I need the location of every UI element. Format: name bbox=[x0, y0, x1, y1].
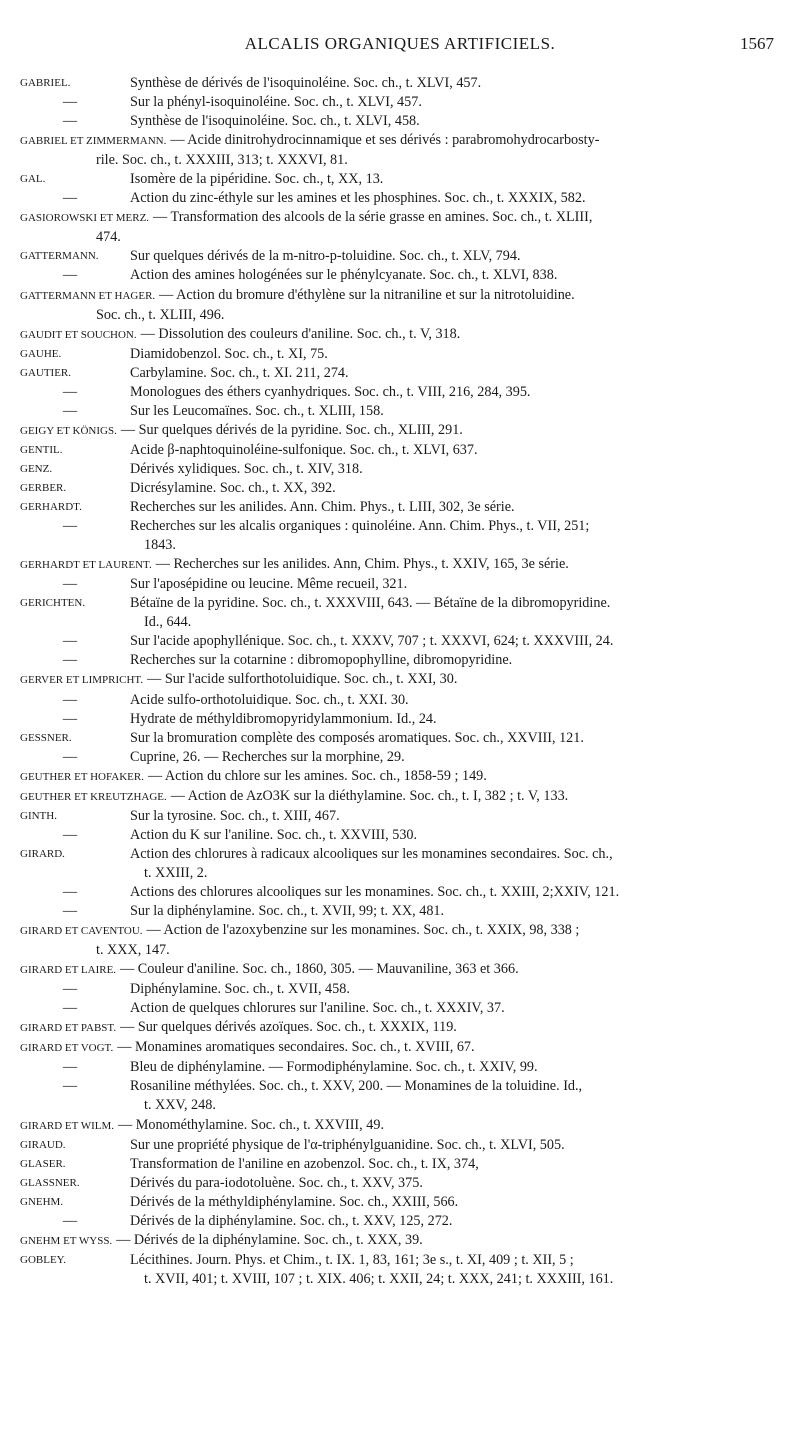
entry-text: Acide sulfo-orthotoluidique. Soc. ch., t. XXI. 30. bbox=[130, 691, 409, 708]
bibliography-entry bbox=[20, 787, 782, 807]
entry-text: Isomère de la pipéridine. Soc. ch., t, XX, 13. bbox=[130, 171, 384, 188]
entry-author: GNEHM. bbox=[20, 1195, 64, 1208]
bibliography-entry bbox=[20, 1116, 782, 1136]
entry-author: GLASER. bbox=[20, 1157, 66, 1170]
bibliography-entry bbox=[20, 383, 782, 402]
bibliography-entry bbox=[20, 1038, 782, 1058]
bibliography-list bbox=[20, 74, 782, 1289]
entry-text: — Action du chlore sur les amines. Soc. ch., 1858-59 ; 149. bbox=[147, 767, 487, 784]
entry-author: GERHARDT. bbox=[20, 501, 82, 514]
entry-text: Action des chlorures à radicaux alcooliques sur les monamines secondaires. Soc. ch., bbox=[130, 845, 613, 862]
entry-text: Dérivés de la diphénylamine. Soc. ch., t. XXV, 125, 272. bbox=[130, 1212, 453, 1229]
entry-text-continuation: t. XVII, 401; t. XVIII, 107 ; t. XIX. 406; t. XXII, 24; t. XXX, 241; t. XXXIII, 161. bbox=[144, 1270, 614, 1287]
bibliography-entry bbox=[20, 345, 782, 364]
bibliography-entry bbox=[20, 325, 782, 345]
bibliography-entry bbox=[20, 421, 782, 441]
bibliography-entry bbox=[20, 999, 782, 1018]
entry-text: Recherches sur la cotarnine : dibromopophylline, dibromopyridine. bbox=[130, 652, 513, 669]
ditto-dash: — bbox=[62, 1078, 78, 1095]
entry-author: GAL. bbox=[20, 173, 46, 186]
entry-text-continuation: Soc. ch., t. XLIII, 496. bbox=[96, 306, 225, 323]
entry-author: GATTERMANN ET HAGER. bbox=[20, 289, 156, 302]
entry-text: Diamidobenzol. Soc. ch., t. XI, 75. bbox=[130, 345, 328, 362]
entry-text-continuation: Id., 644. bbox=[144, 614, 192, 631]
bibliography-entry bbox=[20, 670, 782, 690]
bibliography-entry bbox=[20, 364, 782, 383]
entry-text: Sur l'aposépidine ou leucine. Même recueil, 321. bbox=[130, 576, 408, 593]
entry-text: — Action du bromure d'éthylène sur la nitraniline et sur la nitrotoluidine. bbox=[159, 286, 575, 303]
bibliography-entry bbox=[20, 594, 782, 632]
bibliography-entry bbox=[20, 1251, 782, 1289]
entry-text: Carbylamine. Soc. ch., t. XI. 211, 274. bbox=[130, 364, 349, 381]
ditto-dash: — bbox=[62, 1059, 78, 1076]
entry-author: GERHARDT ET LAURENT. bbox=[20, 559, 152, 572]
entry-text-continuation: 474. bbox=[96, 229, 121, 246]
bibliography-entry bbox=[20, 845, 782, 883]
bibliography-entry bbox=[20, 1077, 782, 1115]
bibliography-entry bbox=[20, 93, 782, 112]
entry-text: Acide β-naphtoquinoléine-sulfonique. Soc. ch., t. XLVI, 637. bbox=[130, 441, 478, 458]
ditto-dash: — bbox=[62, 383, 78, 400]
bibliography-entry bbox=[20, 710, 782, 729]
entry-text: Synthèse de dérivés de l'isoquinoléine. Soc. ch., t. XLVI, 457. bbox=[130, 75, 482, 91]
bibliography-entry bbox=[20, 1231, 782, 1251]
bibliography-entry bbox=[20, 921, 782, 960]
page-header bbox=[0, 34, 800, 60]
entry-author: GIRARD ET PABST. bbox=[20, 1022, 117, 1035]
entry-text: — Sur quelques dérivés azoïques. Soc. ch., t. XXXIX, 119. bbox=[120, 1019, 457, 1036]
bibliography-entry bbox=[20, 767, 782, 787]
bibliography-entry bbox=[20, 748, 782, 767]
entry-author: GERICHTEN. bbox=[20, 597, 86, 610]
entry-text: Diphénylamine. Soc. ch., t. XVII, 458. bbox=[130, 981, 350, 998]
bibliography-entry bbox=[20, 902, 782, 921]
entry-text: — Action de AzO3K sur la diéthylamine. Soc. ch., t. I, 382 ; t. V, 133. bbox=[170, 787, 569, 804]
entry-author: GIRARD ET VOGT. bbox=[20, 1042, 114, 1055]
entry-author: GENTIL. bbox=[20, 443, 63, 456]
bibliography-entry bbox=[20, 479, 782, 498]
bibliography-entry bbox=[20, 1058, 782, 1077]
entry-author: GEUTHER ET KREUTZHAGE. bbox=[20, 790, 167, 803]
entry-text: — Monamines aromatiques secondaires. Soc. ch., t. XVIII, 67. bbox=[117, 1039, 475, 1056]
entry-author: GIRARD ET WILM. bbox=[20, 1119, 115, 1132]
ditto-dash: — bbox=[62, 1212, 78, 1229]
entry-text: Dicrésylamine. Soc. ch., t. XX, 392. bbox=[130, 479, 336, 496]
bibliography-entry bbox=[20, 1136, 782, 1155]
entry-text: Rosaniline méthylées. Soc. ch., t. XXV, 200. — Monamines de la toluidine. Id., bbox=[130, 1078, 583, 1095]
running-title: ALCALIS ORGANIQUES ARTIFICIELS. bbox=[244, 34, 556, 53]
entry-text: Synthèse de l'isoquinoléine. Soc. ch., t. XLVI, 458. bbox=[130, 113, 420, 130]
ditto-dash: — bbox=[62, 402, 78, 419]
bibliography-entry bbox=[20, 691, 782, 710]
entry-text: Sur quelques dérivés de la m-nitro-p-toluidine. Soc. ch., t. XLV, 794. bbox=[130, 248, 521, 265]
entry-author: GIRAUD. bbox=[20, 1138, 66, 1151]
ditto-dash: — bbox=[62, 981, 78, 998]
ditto-dash: — bbox=[62, 652, 78, 669]
entry-author: GAUTIER. bbox=[20, 366, 72, 379]
ditto-dash: — bbox=[62, 190, 78, 207]
entry-text: Recherches sur les anilides. Ann. Chim. Phys., t. LIII, 302, 3e série. bbox=[130, 499, 515, 516]
entry-text: Sur l'acide apophyllénique. Soc. ch., t. XXXV, 707 ; t. XXXVI, 624; t. XXXVIII, 24. bbox=[130, 633, 614, 650]
entry-author: GNEHM ET WYSS. bbox=[20, 1234, 113, 1247]
bibliography-entry bbox=[20, 1212, 782, 1231]
entry-author: GIRARD ET CAVENTOU. bbox=[20, 925, 143, 938]
entry-text: Sur la bromuration complète des composés aromatiques. Soc. ch., XXVIII, 121. bbox=[130, 729, 584, 746]
ditto-dash: — bbox=[62, 633, 78, 650]
ditto-dash: — bbox=[62, 267, 78, 284]
entry-author: GABRIEL. bbox=[20, 77, 71, 89]
entry-text: Action des amines hologénées sur le phénylcyanate. Soc. ch., t. XLVI, 838. bbox=[130, 267, 558, 284]
entry-text-continuation: t. XXV, 248. bbox=[144, 1097, 216, 1114]
entry-text: — Action de l'azoxybenzine sur les monamines. Soc. ch., t. XXIX, 98, 338 ; bbox=[146, 922, 580, 939]
entry-author: GATTERMANN. bbox=[20, 250, 99, 263]
page-number: 1567 bbox=[740, 34, 774, 53]
entry-text: Hydrate de méthyldibromopyridylammonium. Id., 24. bbox=[130, 710, 437, 727]
entry-author: GASIOROWSKI ET MERZ. bbox=[20, 212, 150, 225]
bibliography-entry bbox=[20, 632, 782, 651]
bibliography-entry bbox=[20, 247, 782, 266]
entry-text: — Dérivés de la diphénylamine. Soc. ch., t. XXX, 39. bbox=[116, 1231, 423, 1248]
entry-author: GERBER. bbox=[20, 481, 67, 494]
ditto-dash: — bbox=[62, 903, 78, 920]
entry-author: GEUTHER ET HOFAKER. bbox=[20, 770, 144, 783]
bibliography-entry bbox=[20, 960, 782, 980]
entry-author: GABRIEL ET ZIMMERMANN. bbox=[20, 135, 167, 148]
entry-text: Lécithines. Journ. Phys. et Chim., t. IX. 1, 83, 161; 3e s., t. XI, 409 ; t. XII, 5 ; bbox=[130, 1251, 574, 1268]
entry-text: Recherches sur les alcalis organiques : quinoléine. Ann. Chim. Phys., t. VII, 251; bbox=[130, 518, 590, 535]
bibliography-entry bbox=[20, 498, 782, 517]
entry-text: Monologues des éthers cyanhydriques. Soc. ch., t. VIII, 216, 284, 395. bbox=[130, 383, 531, 400]
entry-text: Action du zinc-éthyle sur les amines et les phosphines. Soc. ch., t. XXXIX, 582. bbox=[130, 190, 586, 207]
bibliography-entry bbox=[20, 575, 782, 594]
entry-text: Sur une propriété physique de l'α-triphénylguanidine. Soc. ch., t. XLVI, 505. bbox=[130, 1136, 565, 1153]
entry-text: Bétaïne de la pyridine. Soc. ch., t. XXXVIII, 643. — Bétaïne de la dibromopyridine. bbox=[130, 595, 611, 612]
bibliography-entry bbox=[20, 826, 782, 845]
ditto-dash: — bbox=[62, 94, 78, 111]
entry-text: Bleu de diphénylamine. — Formodiphénylamine. Soc. ch., t. XXIV, 99. bbox=[130, 1059, 538, 1076]
ditto-dash: — bbox=[62, 826, 78, 843]
entry-author: GAUDIT ET SOUCHON. bbox=[20, 328, 137, 341]
entry-author: GENZ. bbox=[20, 462, 53, 475]
entry-text: Dérivés du para-iodotoluène. Soc. ch., t. XXV, 375. bbox=[130, 1174, 423, 1191]
entry-text: Dérivés xylidiques. Soc. ch., t. XIV, 318. bbox=[130, 460, 363, 477]
bibliography-entry bbox=[20, 980, 782, 999]
ditto-dash: — bbox=[62, 113, 78, 130]
entry-text: — Recherches sur les anilides. Ann, Chim. Phys., t. XXIV, 165, 3e série. bbox=[155, 556, 569, 573]
bibliography-entry bbox=[20, 441, 782, 460]
bibliography-entry bbox=[20, 131, 782, 170]
entry-author: GOBLEY. bbox=[20, 1253, 66, 1266]
entry-author: GERVER ET LIMPRICHT. bbox=[20, 674, 144, 687]
entry-text: — Sur l'acide sulforthotoluidique. Soc. ch., t. XXI, 30. bbox=[147, 671, 458, 688]
bibliography-entry bbox=[20, 1155, 782, 1174]
bibliography-entry bbox=[20, 651, 782, 670]
ditto-dash: — bbox=[62, 576, 78, 593]
entry-text-continuation: 1843. bbox=[144, 537, 176, 554]
entry-text: — Couleur d'aniline. Soc. ch., 1860, 305. — Mauvaniline, 363 et 366. bbox=[120, 961, 519, 978]
bibliography-entry bbox=[20, 402, 782, 421]
entry-author: GIRARD ET LAIRE. bbox=[20, 964, 117, 977]
entry-text: Actions des chlorures alcooliques sur les monamines. Soc. ch., t. XXIII, 2;XXIV, 121. bbox=[130, 883, 620, 900]
ditto-dash: — bbox=[62, 691, 78, 708]
bibliography-entry bbox=[20, 460, 782, 479]
bibliography-entry bbox=[20, 1174, 782, 1193]
entry-text: Dérivés de la méthyldiphénylamine. Soc. ch., XXIII, 566. bbox=[130, 1193, 459, 1210]
entry-text: — Dissolution des couleurs d'aniline. Soc. ch., t. V, 318. bbox=[140, 325, 461, 342]
entry-text: Cuprine, 26. — Recherches sur la morphine, 29. bbox=[130, 748, 405, 765]
bibliography-entry bbox=[20, 807, 782, 826]
bibliography-entry bbox=[20, 883, 782, 902]
entry-text: Sur les Leucomaïnes. Soc. ch., t. XLIII, 158. bbox=[130, 402, 384, 419]
bibliography-entry bbox=[20, 1018, 782, 1038]
entry-text: Action du K sur l'aniline. Soc. ch., t. XXVIII, 530. bbox=[130, 826, 418, 843]
ditto-dash: — bbox=[62, 1000, 78, 1017]
bibliography-entry bbox=[20, 170, 782, 189]
ditto-dash: — bbox=[62, 710, 78, 727]
entry-author: GINTH. bbox=[20, 809, 57, 822]
bibliography-entry bbox=[20, 266, 782, 285]
bibliography-entry bbox=[20, 555, 782, 575]
entry-author: GIRARD. bbox=[20, 847, 65, 860]
entry-text: — Sur quelques dérivés de la pyridine. Soc. ch., XLIII, 291. bbox=[120, 421, 463, 438]
ditto-dash: — bbox=[62, 518, 78, 535]
entry-author: GLASSNER. bbox=[20, 1176, 80, 1189]
entry-text: Action de quelques chlorures sur l'aniline. Soc. ch., t. XXXIV, 37. bbox=[130, 1000, 505, 1017]
entry-author: GAUHE. bbox=[20, 347, 62, 360]
entry-text-continuation: t. XXIII, 2. bbox=[144, 864, 208, 881]
entry-text: — Acide dinitrohydrocinnamique et ses dérivés : parabromohydrocarbosty- bbox=[170, 132, 600, 149]
bibliography-entry bbox=[20, 189, 782, 208]
entry-text: — Monométhylamine. Soc. ch., t. XXVIII, 49. bbox=[118, 1116, 384, 1133]
entry-author: GEIGY ET KÖNIGS. bbox=[20, 424, 117, 437]
bibliography-entry bbox=[20, 74, 782, 93]
entry-text: Sur la phényl-isoquinoléine. Soc. ch., t. XLVI, 457. bbox=[130, 94, 422, 111]
entry-text-continuation: rile. Soc. ch., t. XXXIII, 313; t. XXXVI, 81. bbox=[96, 152, 348, 169]
bibliography-entry bbox=[20, 286, 782, 325]
entry-text: — Transformation des alcools de la série grasse en amines. Soc. ch., t. XLIII, bbox=[153, 209, 593, 226]
entry-text: Transformation de l'aniline en azobenzol. Soc. ch., t. IX, 374, bbox=[130, 1155, 479, 1172]
entry-text: Sur la tyrosine. Soc. ch., t. XIII, 467. bbox=[130, 807, 340, 824]
bibliography-entry bbox=[20, 1193, 782, 1212]
bibliography-entry bbox=[20, 112, 782, 131]
ditto-dash: — bbox=[62, 748, 78, 765]
entry-text: Sur la diphénylamine. Soc. ch., t. XVII, 99; t. XX, 481. bbox=[130, 903, 445, 920]
entry-text-continuation: t. XXX, 147. bbox=[96, 942, 170, 959]
ditto-dash: — bbox=[62, 883, 78, 900]
bibliography-entry bbox=[20, 517, 782, 555]
bibliography-entry bbox=[20, 208, 782, 247]
bibliography-entry bbox=[20, 729, 782, 748]
entry-author: GESSNER. bbox=[20, 731, 72, 744]
